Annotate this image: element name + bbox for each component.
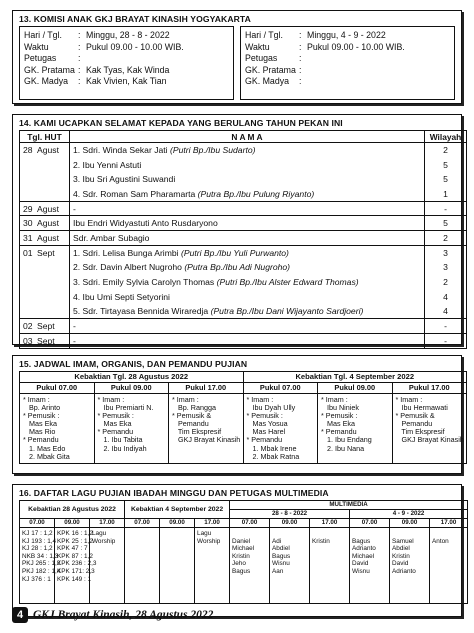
header-name: N A M A <box>70 131 425 143</box>
person-name: Sdr. Ambar Subagio <box>73 232 150 243</box>
person-name: 2. Ibu Yenni Astuti <box>73 159 142 170</box>
parent-note: (Putra Bp./Ibu Pulung Riyanto) <box>197 188 315 199</box>
footer-text: GKJ Brayat Kinasih, 28 Agustus 2022 <box>33 609 214 621</box>
birthday-name <box>70 275 425 290</box>
multimedia-date-2: 4 - 9 - 2022 <box>350 510 468 519</box>
birthday-wilayah: 1 <box>425 187 467 202</box>
kv-value: Minggu, 4 - 9 - 2022 <box>307 30 386 40</box>
table-row <box>20 260 467 275</box>
table-row <box>20 304 467 319</box>
song-cell <box>195 528 230 604</box>
schedule-box-right <box>240 26 455 100</box>
time-header: 09.00 <box>390 519 430 528</box>
songs-header-mid: Kebaktian 4 September 2022 <box>125 501 230 519</box>
birthday-date <box>20 333 70 348</box>
date-month: Sept <box>37 321 55 332</box>
section-imam-schedule <box>12 355 462 474</box>
kv-colon: : <box>299 76 302 87</box>
person-name: 5. Sdr. Tirtayasa Bennida Wiraredja <box>73 306 211 317</box>
officiant-cell <box>243 394 318 464</box>
time-header: 17.00 <box>195 519 230 528</box>
page-number-badge: 4 <box>12 607 28 623</box>
kv-colon: : <box>78 76 81 87</box>
birthday-date <box>20 304 70 319</box>
kv-value: Kak Vivien, Kak Tian <box>86 76 167 87</box>
birthday-wilayah: 5 <box>425 172 467 187</box>
person-name: 1. Sdri. Winda Sekar Jati <box>73 145 170 156</box>
birthday-name <box>70 143 425 158</box>
cell-text: KJ 17 : 1,2 KJ 193 : 1,4 KJ 28 : 1,2 NKB 34 : 1,3 PKJ 265 : 1,2 PKJ 182 : 1,4 KJ 376 : 1 <box>22 530 61 583</box>
birthday-wilayah: - <box>425 319 467 334</box>
date-month: Agust <box>37 218 59 229</box>
table-row <box>20 201 467 216</box>
birthday-wilayah: - <box>425 333 467 348</box>
birthday-name <box>70 201 425 216</box>
kv-colon: : <box>78 64 81 75</box>
time-header: Pukul 09.00 <box>318 383 393 394</box>
table-row <box>20 289 467 304</box>
date-month: Agust <box>37 203 59 214</box>
birthday-name <box>70 304 425 319</box>
kv-key: GK. Madya <box>24 76 69 87</box>
birthday-wilayah: 2 <box>425 143 467 158</box>
cell-text: KPK 16 : 1,2 KPK 25 : 1,2 KPK 47 : 7 KPK 87 : 1,2 KPK 236 : 2,3 KPK 171: 2,3 KPK 149 : 1 <box>57 530 97 583</box>
birthday-name <box>70 172 425 187</box>
kv-value: Minggu, 28 - 8 - 2022 <box>86 30 170 40</box>
date-day: 31 <box>23 232 33 243</box>
birthday-name <box>70 187 425 202</box>
kv-colon: : <box>299 53 302 64</box>
time-header: 17.00 <box>90 519 125 528</box>
table-row <box>20 319 467 334</box>
song-cell <box>125 528 160 604</box>
table-row <box>20 231 467 246</box>
birthday-date <box>20 231 70 246</box>
time-header: Pukul 07.00 <box>243 383 318 394</box>
time-header: 17.00 <box>430 519 468 528</box>
date-month: Agust <box>37 145 59 156</box>
person-name: - <box>73 335 76 346</box>
birthday-wilayah: 2 <box>425 275 467 290</box>
kv-value: Pukul 09.00 - 10.00 WIB. <box>307 41 405 52</box>
time-header: 07.00 <box>230 519 270 528</box>
birthday-name <box>70 216 425 231</box>
section-birthdays <box>12 114 462 345</box>
birthday-date <box>20 216 70 231</box>
birthday-table <box>19 130 467 349</box>
birthday-wilayah: 3 <box>425 245 467 260</box>
time-header: 07.00 <box>350 519 390 528</box>
birthday-date <box>20 275 70 290</box>
birthday-wilayah: 5 <box>425 157 467 172</box>
parent-note: (Putra Bp./Ibu Adi Nugroho) <box>184 262 291 273</box>
date-month: Agust <box>37 232 59 243</box>
officiant-text: * Imam : Bp. Rangga * Pemusik & Pemandu Tim Ekspresif GKJ Brayat Kinasih <box>172 395 241 445</box>
kv-value: Kak Tyas, Kak Winda <box>86 64 170 75</box>
kv-colon: : <box>299 41 302 52</box>
kv-row <box>24 53 229 65</box>
cell-text: Anton <box>432 537 449 545</box>
officiant-cell <box>20 394 95 464</box>
kv-colon: : <box>299 64 302 75</box>
multimedia-cell <box>390 528 430 604</box>
kv-key: GK. Pratama <box>245 64 296 75</box>
section-title: 16. DAFTAR LAGU PUJIAN IBADAH MINGGU DAN PETUGAS MULTIMEDIA <box>19 488 329 498</box>
birthday-date <box>20 260 70 275</box>
table-row <box>20 187 467 202</box>
table-row <box>20 333 467 348</box>
officiant-text: * Imam : Ibu Premiarti N. * Pemusik : Mas Eka * Pemandu 1. Ibu Tabita 2. Ibu Indiyah <box>97 395 154 453</box>
officiant-cell <box>318 394 393 464</box>
kv-key: Waktu <box>245 41 270 52</box>
person-name: 2. Sdr. Davin Albert Nugroho <box>73 262 185 273</box>
cell-text: Bagus Adrianto Michael David Wisnu <box>352 537 376 575</box>
multimedia-cell <box>230 528 270 604</box>
kv-key: Petugas <box>24 53 57 64</box>
kv-colon: : <box>78 53 81 64</box>
cell-text: Samuel Abdiel Kristin David Adrianto <box>392 537 416 575</box>
section-title: 15. JADWAL IMAM, ORGANIS, DAN PEMANDU PUJIAN <box>19 359 248 369</box>
date-day: 29 <box>23 203 33 214</box>
table-row <box>20 245 467 260</box>
person-name: 1. Sdri. Lelisa Bunga Arimbi <box>73 247 181 258</box>
section-title: 13. KOMISI ANAK GKJ BRAYAT KINASIH YOGYAKARTA <box>19 14 251 24</box>
imam-schedule-table <box>19 371 467 464</box>
person-name: 4. Sdr. Roman Sam Pharamarta <box>73 188 198 199</box>
service-header-left: Kebaktian Tgl. 28 Agustus 2022 <box>20 372 244 383</box>
multimedia-header: MULTIMEDIA <box>230 501 468 510</box>
parent-note: (Putri Bp./Ibu Sudarto) <box>169 145 256 156</box>
kv-key: GK. Madya <box>245 76 290 87</box>
kv-row <box>24 30 229 42</box>
person-name: 3. Sdri. Emily Sylvia Carolyn Thomas <box>73 277 217 288</box>
kv-key: Hari / Tgl. <box>245 30 283 40</box>
officiant-text: * Imam : Ibu Dyah Ully * Pemusik : Mas Yosua Mas Harel * Pemandu 1. Mbak Irene 2. Mbak Ratna <box>246 395 300 461</box>
birthday-wilayah: 4 <box>425 304 467 319</box>
birthday-name <box>70 245 425 260</box>
birthday-date <box>20 143 70 158</box>
birthday-wilayah: 2 <box>425 231 467 246</box>
kv-colon: : <box>78 41 81 52</box>
birthday-date <box>20 201 70 216</box>
time-header: 07.00 <box>125 519 160 528</box>
schedule-box-left <box>19 26 234 100</box>
time-header: 09.00 <box>55 519 90 528</box>
table-row <box>20 172 467 187</box>
time-header: 17.00 <box>310 519 350 528</box>
header-date: Tgl. HUT <box>20 131 70 143</box>
officiant-cell <box>169 394 244 464</box>
birthday-date <box>20 157 70 172</box>
time-header: 07.00 <box>20 519 55 528</box>
song-cell <box>20 528 61 604</box>
date-day: 28 <box>23 145 33 156</box>
time-header: 09.00 <box>270 519 310 528</box>
time-header: Pukul 17.00 <box>392 383 467 394</box>
officiant-cell <box>392 394 467 464</box>
person-name: - <box>73 321 76 332</box>
birthday-date <box>20 245 70 260</box>
cell-text: Adi Abdiel Bagus Wisnu Aan <box>272 537 291 575</box>
birthday-wilayah: 5 <box>425 216 467 231</box>
person-name: - <box>73 203 76 214</box>
birthday-date <box>20 187 70 202</box>
cell-text: Daniel Michael Kristin Jeho Bagus <box>232 537 255 575</box>
birthday-date <box>20 289 70 304</box>
time-header: Pukul 09.00 <box>94 383 169 394</box>
birthday-wilayah: - <box>425 201 467 216</box>
date-day: 01 <box>23 247 33 258</box>
kv-row <box>24 76 229 88</box>
kv-row <box>245 76 450 88</box>
kv-key: Waktu <box>24 41 49 52</box>
cell-text: Lagu Worship <box>92 530 116 545</box>
page-footer <box>12 607 213 623</box>
multimedia-cell <box>350 528 390 604</box>
table-row <box>20 157 467 172</box>
kv-row <box>245 53 450 65</box>
birthday-name <box>70 260 425 275</box>
officiant-cell <box>94 394 169 464</box>
kv-value: Pukul 09.00 - 10.00 WIB. <box>86 41 184 52</box>
kv-key: Petugas <box>245 53 278 64</box>
section-song-list <box>12 484 462 617</box>
multimedia-date-1: 28 - 8 - 2022 <box>230 510 350 519</box>
parent-note: (Putri Bp./Ibu Alster Edward Thomas) <box>216 277 359 288</box>
service-header-right: Kebaktian Tgl. 4 September 2022 <box>243 372 467 383</box>
birthday-date <box>20 172 70 187</box>
time-header: 09.00 <box>160 519 195 528</box>
birthday-name <box>70 231 425 246</box>
person-name: 3. Ibu Sri Agustini Suwandi <box>73 174 176 185</box>
kv-colon: : <box>299 30 302 40</box>
kv-row <box>245 65 450 77</box>
kv-key: Hari / Tgl. <box>24 30 62 40</box>
kv-row <box>24 42 229 54</box>
time-header: Pukul 07.00 <box>20 383 95 394</box>
person-name: 4. Ibu Umi Septi Setyorini <box>73 291 170 302</box>
officiant-text: * Imam : Ibu Hermawati * Pemusik & Pemandu Tim Ekspresif GKJ Brayat Kinasih <box>395 395 464 445</box>
birthday-name <box>70 333 425 348</box>
cell-text: Lagu Worship <box>197 530 221 545</box>
header-wilayah: Wilayah <box>425 131 467 143</box>
officiant-text: * Imam : Bp. Arinto * Pemusik : Mas Eka Mas Rio * Pemandu 1. Mas Edo 2. Mbak Gita <box>23 395 70 461</box>
birthday-wilayah: 3 <box>425 260 467 275</box>
officiant-text: * Imam : Ibu Niniek * Pemusik : Mas Eka * Pemandu 1. Ibu Endang 2. Ibu Nana <box>321 395 372 453</box>
cell-text: Kristin <box>312 537 330 545</box>
kv-row <box>24 65 229 77</box>
multimedia-cell <box>310 528 350 604</box>
songs-header-left: Kebaktian 28 Agustus 2022 <box>20 501 125 519</box>
date-month: Sept <box>37 247 55 258</box>
kv-row <box>245 42 450 54</box>
section-title: 14. KAMI UCAPKAN SELAMAT KEPADA YANG BERULANG TAHUN PEKAN INI <box>19 118 343 128</box>
multimedia-cell <box>270 528 310 604</box>
birthday-date <box>20 319 70 334</box>
parent-note: (Putri Bp./Ibu Yuli Purwanto) <box>180 247 289 258</box>
date-month: Sept <box>37 335 55 346</box>
song-list-table <box>19 500 468 604</box>
birthday-name <box>70 319 425 334</box>
kv-colon: : <box>78 30 81 40</box>
date-day: 30 <box>23 218 33 229</box>
parent-note: (Putra Bp./Ibu Dani Wijayanto Sardjoeri) <box>210 306 364 317</box>
birthday-name <box>70 289 425 304</box>
table-row <box>20 143 467 158</box>
person-name: Ibu Endri Widyastuti Anto Rusdaryono <box>73 218 218 229</box>
birthday-wilayah: 4 <box>425 289 467 304</box>
date-day: 03 <box>23 335 33 346</box>
multimedia-cell <box>430 528 468 604</box>
kv-key: GK. Pratama <box>24 64 75 75</box>
section-komisi-anak <box>12 10 462 104</box>
kv-row <box>245 30 450 42</box>
song-cell <box>55 528 97 604</box>
birthday-name <box>70 157 425 172</box>
table-row <box>20 275 467 290</box>
time-header: Pukul 17.00 <box>169 383 244 394</box>
date-day: 02 <box>23 321 33 332</box>
song-cell <box>160 528 195 604</box>
table-row <box>20 216 467 231</box>
